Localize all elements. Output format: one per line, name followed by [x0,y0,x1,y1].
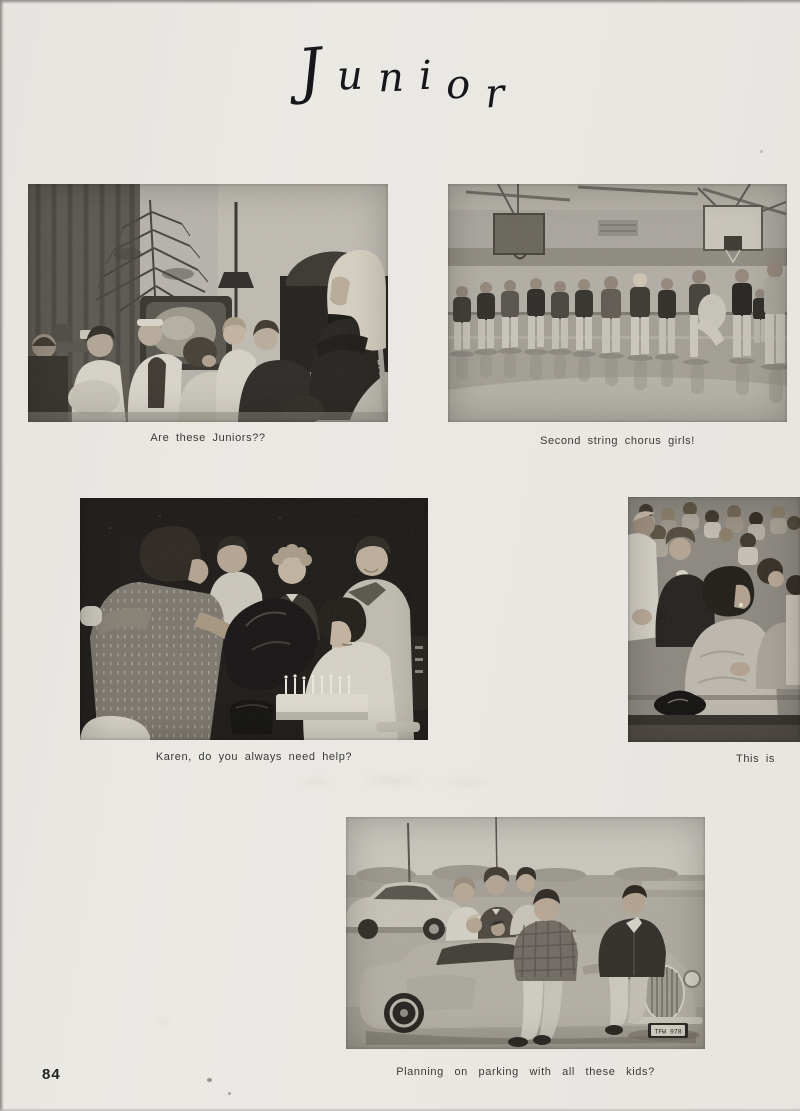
photo-bleacher-crowd-graphic [628,497,800,742]
photo-sports-car-graphic [346,817,705,1049]
title-letter: o [445,61,472,109]
title-letter: r [484,70,506,118]
caption-bleacher-crowd: This is [736,753,775,765]
scan-speck [760,150,763,153]
caption-birthday-cake: Karen, do you always need help? [155,751,353,763]
title-letter: i [417,52,433,100]
photo-gym-line [448,184,787,422]
photo-christmas-party [28,184,388,422]
title-letter: u [336,52,364,100]
photo-sports-car [346,817,705,1049]
photo-birthday-cake-graphic [80,498,428,740]
license-plate-text: TFW 978 [654,1028,682,1036]
caption-christmas-party: Are these Juniors?? [150,432,266,444]
scan-edge-left [0,0,4,1111]
title-letter: J [294,35,326,107]
scan-speck [207,1078,212,1082]
photo-birthday-cake [80,498,428,740]
bleed-through-smudge [272,770,502,794]
photo-bleacher-crowd [628,497,800,742]
scan-edge-top [0,0,800,4]
scan-speck [228,1092,231,1095]
photo-gym-line-graphic [448,184,787,422]
photo-christmas-party-graphic [28,184,388,422]
caption-sports-car: Planning on parking with all these kids? [396,1066,655,1078]
caption-gym-line: Second string chorus girls! [540,435,695,447]
bleed-through-smudge [150,1016,176,1028]
page-title [294,26,520,118]
page-number: 84 [42,1066,61,1083]
title-letter: n [377,54,405,102]
